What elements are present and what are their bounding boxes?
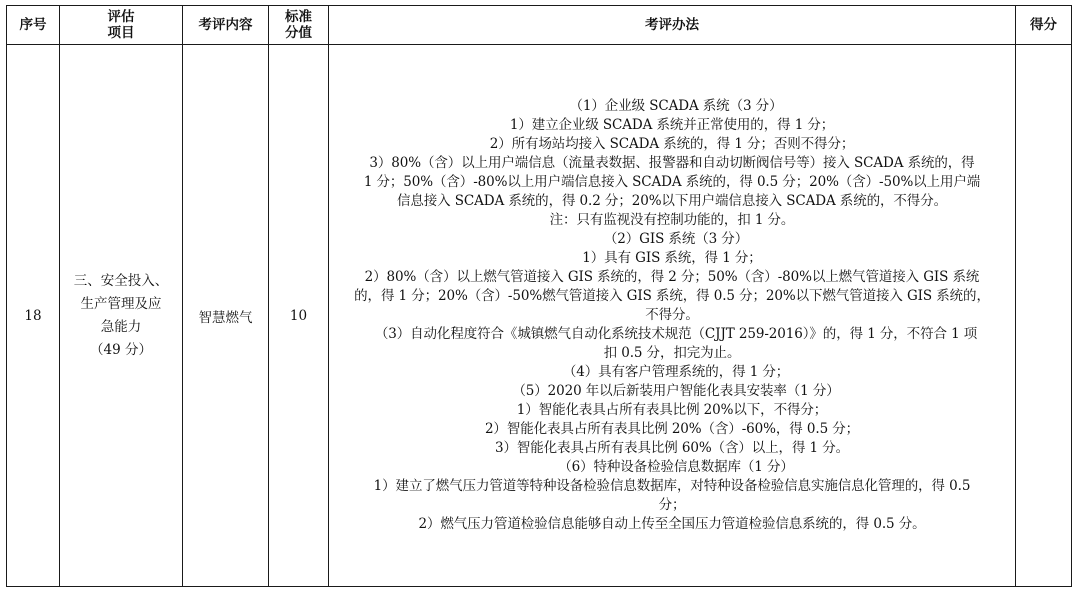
method-line: 3）80%（含）以上用户端信息（流量表数据、报警器和自动切断阀信号等）接入 SCADA 系统的，得 [369,155,975,171]
table-header [7,6,1072,45]
method-line: 2）燃气压力管道检验信息能够自动上传至全国压力管道检验信息系统的，得 0.5 分。 [418,516,926,532]
method-line: 1）具有 GIS 系统，得 1 分； [582,250,762,266]
method-line: 2）所有场站均接入 SCADA 系统的，得 1 分；否则不得分； [489,136,855,152]
cell-category [60,45,183,587]
method-line: （3）自动化程度符合《城镇燃气自动化系统技术规范（CJJT 259-2016）》的，得 1 分，不符合 1 项 [374,326,978,342]
method-line: 不得分。 [645,307,699,323]
evaluation-table [6,5,1072,587]
header-row [7,6,1072,45]
category-line: 三、安全投入、 [73,272,169,289]
method-line: 注：只有监视没有控制功能的，扣 1 分。 [549,212,795,228]
method-line: （6）特种设备检验信息数据库（1 分） [558,459,794,475]
method-line: （2）GIS 系统（3 分） [603,231,749,247]
header-score-line1: 标准 [285,9,312,25]
category-line: 急能力 [100,318,142,335]
cell-seq: 18 [7,45,60,587]
header-content: 考评内容 [183,6,269,45]
method-line: 3）智能化表具占所有表具比例 60%（含）以上，得 1 分。 [494,440,850,456]
method-line: 信息接入 SCADA 系统的，得 0.2 分；20%以下用户端信息接入 SCADA 系统的，不得分。 [396,193,948,209]
header-score [269,6,329,45]
table-row [7,45,1072,587]
header-item-line2: 项目 [107,25,135,41]
header-score-line2: 分值 [285,25,312,41]
method-line: 2）80%（含）以上燃气管道接入 GIS 系统的，得 2 分；50%（含）-80%以上燃气管道接入 GIS 系统 [364,269,980,285]
method-line: 1 分；50%（含）-80%以上用户端信息接入 SCADA 系统的，得 0.5 分；20%（含）-50%以上用户端 [363,174,981,190]
method-line: 扣 0.5 分，扣完为止。 [603,345,741,361]
header-item [60,6,183,45]
category-line: （49 分） [90,341,152,358]
method-line: 2）智能化表具占所有表具比例 20%（含）-60%，得 0.5 分； [484,421,860,437]
header-item-line1: 评估 [107,9,135,25]
cell-content: 智慧燃气 [183,45,269,587]
method-line: 1）建立企业级 SCADA 系统并正常使用的，得 1 分； [509,117,835,133]
method-line: （4）具有客户管理系统的，得 1 分； [562,364,790,380]
header-result: 得分 [1016,6,1072,45]
method-line: 分； [658,497,686,513]
method-line: 1）智能化表具占所有表具比例 20%以下，不得分； [516,402,828,418]
method-line: （5）2020 年以后新装用户智能化表具安装率（1 分） [512,383,840,399]
method-line: （1）企业级 SCADA 系统（3 分） [569,98,783,114]
cell-method [329,45,1016,587]
header-seq: 序号 [7,6,60,45]
method-line: 的，得 1 分；20%（含）-50%燃气管道接入 GIS 系统，得 0.5 分；20%以下燃气管道接入 GIS 系统的， [354,288,990,304]
cell-score: 10 [269,45,329,587]
method-line: 1）建立了燃气压力管道等特种设备检验信息数据库，对特种设备检验信息实施信息化管理的，得 0.5 [373,478,971,494]
category-line: 生产管理及应 [80,295,162,312]
header-method: 考评办法 [329,6,1016,45]
cell-result [1016,45,1072,587]
